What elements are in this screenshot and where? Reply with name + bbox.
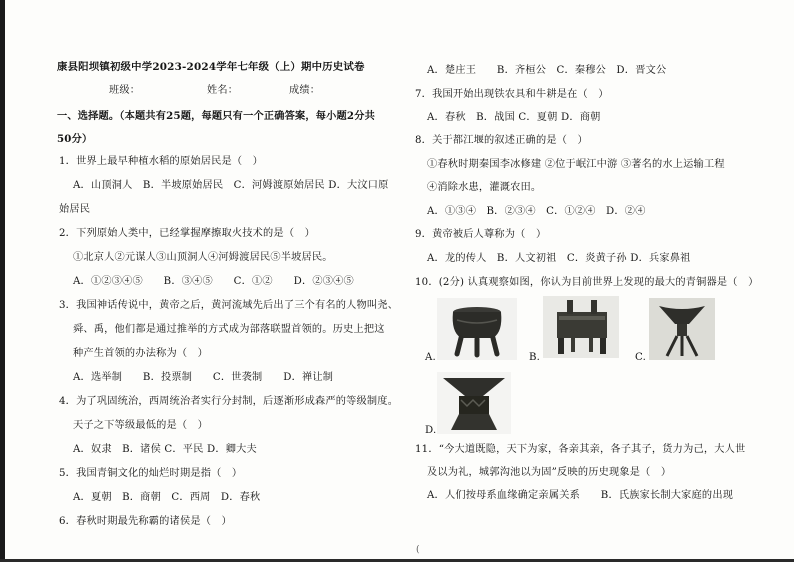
exam-title: 康县阳坝镇初级中学2023-2024学年七年级（上）期中历史试卷 [57, 61, 365, 73]
question-8-items-cont: ④消除水患，灌溉农田。 [427, 182, 542, 193]
question-7-options: A．春秋 B．战国 C．夏朝 D．商朝 [427, 112, 601, 123]
question-9-options: A．龙的传人 B．人文初祖 C．炎黄子孙 D．兵家鼻祖 [427, 253, 691, 264]
question-3-line-3: 种产生首领的办法称为（ ） [73, 348, 209, 359]
question-2-items: ①北京人②元谋人③山顶洞人④河姆渡居民⑤半坡居民。 [73, 252, 333, 263]
question-3-line-2: 舜、禹，他们都是通过推举的方式成为部落联盟首领的。历史上把这 [73, 324, 385, 335]
question-6: 6．春秋时期最先称霸的诸侯是（ ） [59, 516, 232, 527]
question-5-options: A．夏朝 B．商朝 C．西周 D．春秋 [73, 492, 261, 503]
question-10: 10．(2分) 认真观察如图，你认为目前世界上发现的最大的青铜器是（ ） [415, 277, 759, 288]
bronze-image-a [437, 298, 517, 360]
question-4-options: A．奴隶 B．诸侯 C．平民 D．卿大夫 [73, 444, 257, 455]
scan-edge-left [0, 0, 5, 562]
question-3-options: A．选举制 B．投票制 C．世袭制 D．禅让制 [73, 372, 334, 383]
question-7: 7．我国开始出现铁农具和牛耕是在（ ） [415, 89, 609, 100]
section-heading-cont: 50分） [57, 133, 93, 145]
section-heading: 一、选择题。（本题共有25题，每题只有一个正确答案，每小题2分共 [57, 110, 375, 122]
question-8: 8．关于都江堰的叙述正确的是（ ） [415, 135, 588, 146]
question-1-options: A．山顶洞人 B．半坡原始居民 C．河姆渡原始居民 D．大汶口原 [73, 180, 389, 191]
question-2: 2．下列原始人类中，已经掌握摩擦取火技术的是（ ） [59, 228, 315, 239]
score-label: 成绩： [289, 85, 321, 96]
question-8-items: ①春秋时期秦国李冰修建 ②位于岷江中游 ③著名的水上运输工程 [427, 159, 725, 170]
name-label: 姓名： [207, 85, 239, 96]
question-4-line-2: 天子之下等级最低的是（ ） [73, 420, 209, 431]
question-8-options: A．①③④ B．②③④ C．①②④ D．②④ [427, 206, 646, 217]
question-11-line-2: 及以为礼，城郭沟池以为固”反映的历史现象是（ ） [427, 467, 672, 478]
option-d-label: D. [425, 425, 437, 436]
option-c-label: C. [635, 352, 647, 363]
question-9: 9．黄帝被后人尊称为（ ） [415, 229, 547, 240]
bronze-image-c [649, 298, 715, 360]
question-2-options: A．①②③④⑤ B．③④⑤ C．①② D．②③④⑤ [73, 276, 354, 287]
bronze-image-d [437, 372, 511, 434]
question-11-options: A．人们按母系血缘确定亲属关系 B．氏族家长制大家庭的出现 [427, 490, 734, 501]
question-5: 5．我国青铜文化的灿烂时期是指（ ） [59, 468, 243, 479]
question-1-options-cont: 始居民 [59, 204, 91, 215]
page-mark: ( [416, 545, 420, 555]
question-1: 1．世界上最早种植水稻的原始居民是（ ） [59, 156, 264, 167]
question-4-line-1: 4．为了巩固统治，西周统治者实行分封制，后逐渐形成森严的等级制度。 [59, 396, 399, 407]
question-11-line-1: 11．“今大道既隐，天下为家，各亲其亲，各子其子，货力为己，大人世 [415, 444, 746, 455]
question-6-options: A．楚庄王 B．齐桓公 C．秦穆公 D．晋文公 [427, 65, 667, 76]
bronze-image-b [543, 296, 619, 358]
class-label: 班级： [109, 85, 141, 96]
option-b-label: B. [529, 352, 541, 363]
question-3-line-1: 3．我国神话传说中，黄帝之后，黄河流域先后出了三个有名的人物叫尧、 [59, 300, 399, 311]
option-a-label: A. [425, 352, 436, 363]
